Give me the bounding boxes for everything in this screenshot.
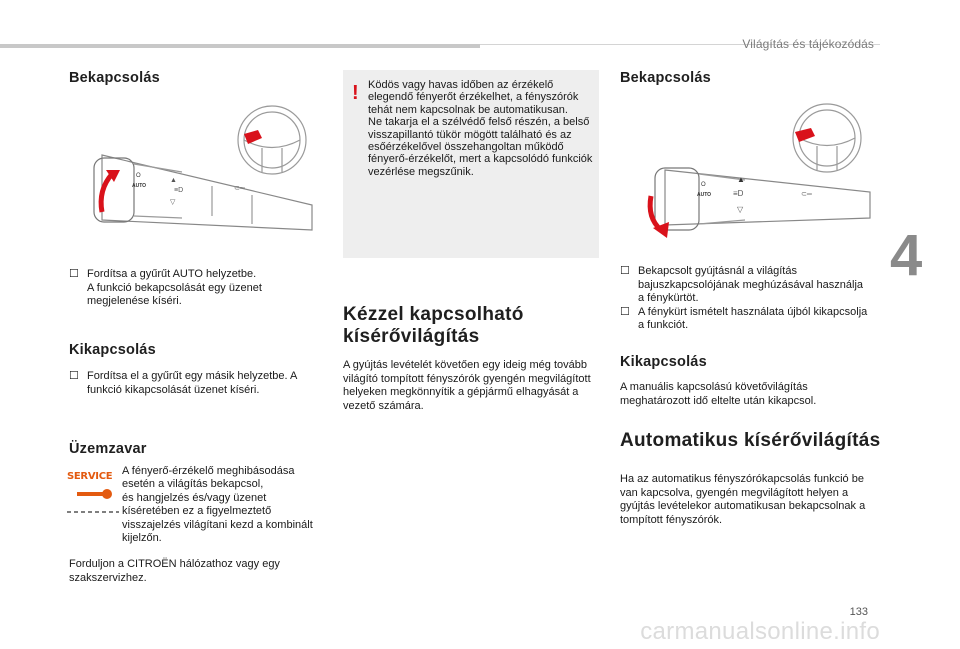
right-on-bullets: ☐ Bekapcsolt gyújtásnál a világítás bajuszkapcsolójának meghúzásával használja a fénykürtöt. ☐ A fénykürt ismételt használata újból kikapcsolja a funkciót. [620,265,868,332]
stalk-illustration-right [615,100,877,240]
left-contact-text: Forduljon a CITROËN hálózathoz vagy egy szakszervizhez. [69,558,280,584]
up-arrow-icon: ▲ [170,177,177,184]
stalk-illustration-left [62,100,324,235]
fig-right-auto: AUTO [697,192,712,198]
down-arrow-icon-right: ▽ [737,205,744,214]
fig-left-o: O [136,173,141,179]
right-off-text: A manuális kapcsolású követővilágítás meghatározott idő eltelte után kikapcsol. [620,381,817,407]
left-fault-text: A fényerő-érzékelő meghibásodása esetén a világítás bekapcsol, és hangjelzés és/vagy üzenet kíséretében ez a figyelmeztető visszajelzés világítani kezd a kombinált kijelzőn. [122,465,313,545]
left-fault-title: Üzemzavar [69,441,147,457]
horn-icon: ⊂═ [234,185,245,192]
headlight-icon: ≡D [174,187,184,194]
service-warning-icon [67,471,119,521]
right-off-title: Kikapcsolás [620,354,707,370]
auto-text: Ha az automatikus fényszórókapcsolás funkció be van kapcsolva, gyengén megvilágított helyen a gyújtás levételekor automatikusan bekapcsolnak a tompított fényszórók. [620,473,866,526]
left-on-title: Bekapcsolás [69,70,160,86]
fig-right-o: O [701,182,706,188]
running-head: Világítás és tájékozódás [742,37,874,51]
down-arrow-icon: ▽ [170,199,176,206]
warning-text: Ködös vagy havas időben az érzékelő elegendő fényerőt érzékelhet, a fényszórók tehát nem kapcsolnak be automatikusan. Ne takarja el a szélvédő felső részén, a belső visszapillantó tükör mögött található és az esőérzékelővel összehangoltan működő fényerő-érzékelőt, mert a kapcsolódó funkciók vezérlése megszűnik. [368,79,593,178]
auto-title: Automatikus kísérővilágítás [620,430,881,451]
left-off-title: Kikapcsolás [69,342,156,358]
up-arrow-icon-right: ▲ [737,175,745,184]
top-rule-bold [0,44,480,48]
headlight-icon-right: ≡D [733,189,744,198]
left-off-bullet: ☐ Fordítsa el a gyűrűt egy másik helyzetbe. A funkció kikapcsolását üzenet kíséri. [69,370,297,396]
manual-title: Kézzel kapcsolható kísérővilágítás [343,304,524,347]
manual-text: A gyújtás levételét követően egy ideig még tovább világító tompított fényszórók gyengén megvilágított helyeken megkönnyítik a gépjármű elhagyását a vezető számára. [343,359,591,412]
left-on-bullet: ☐ Fordítsa a gyűrűt AUTO helyzetbe. A funkció bekapcsolását egy üzenet megjelenése kíséri. [69,268,262,308]
chapter-number: 4 [890,223,923,288]
fig-left-auto: AUTO [132,183,147,189]
warning-icon: ! [352,82,359,104]
watermark: carmanualsonline.info [640,618,880,645]
horn-icon-right: ⊂═ [801,191,812,198]
right-on-title: Bekapcsolás [620,70,711,86]
page-number: 133 [849,606,868,618]
service-label: SERVICE [67,471,113,482]
